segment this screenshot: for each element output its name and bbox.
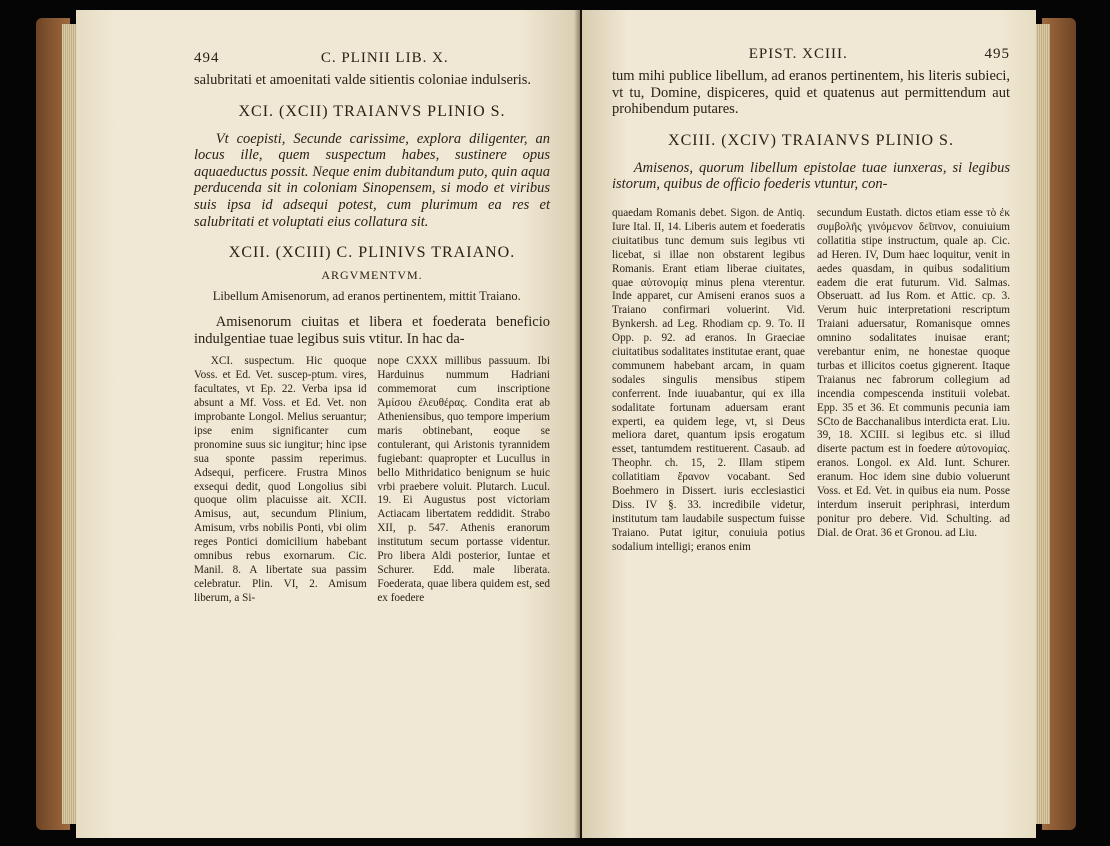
right-notes-col2: secundum Eustath. dictos etiam esse τὸ ἐκ συμβολῆς γινόμενον δεῖπνον, conuiuium collatitia stipe instructum, quale ap. Cic. ad Heren. IV, Dum haec loquitur, venit in aedes quasdam, in quibus sodalitium eadem die erat futurum. Vid. Salmas. Obseruatt. ad Ius Rom. et Attic. cp. 3. Verum huic interpretationi rescriptum Traiani aduersatur, Romanisque omnes omnino sodalitates inuisae erant; verebantur enim, ne honestae quoque turbas et illicitos coetus gignerent. Itaque Traianus nec fabrorum collegium ad incendia compescenda instituii volebat. Epp. 35 et 36. Et communis pecunia iam SCto de Bacchanalibus interdicta erat. Liu. 39, 18. XCIII. si legibus etc. si illud diserte pactum est in foedere αὐτονομίας. eranos. Longol. ex Ald. Iunt. Schurer. eranum. Hoc idem sine dubio voluerunt Voss. et Ed. Vet. in quibus eia num. Posse interdum inseruit periphrasi, interdum ponitur pro debere. Vid. Schulting. ad Dial. de Orat. 36 et Gronou. ad Liu. bbox=[816, 206, 1010, 539]
left-heading-xci: XCI. (XCII) TRAIANVS PLINIO S. bbox=[238, 102, 506, 120]
right-page-content bbox=[612, 46, 1010, 555]
right-notes-col1: quaedam Romanis debet. Sigon. de Antiq. Iure Ital. II, 14. Liberis autem et foederatis ciuitatibus tunc demum suis legibus vti licebat, si illae non obstarent legibus Romanis. Erant etiam liberae ciuitates, quae αὐτονομίᾳ minus plena vterentur. Inde apparet, cur Amiseni eranos suos a Traiano confirmari voluerint. Vid. Bynkersh. ad Leg. Rhodiam cp. 9. To. II Opp. p. 92. ad eranos. In Graeciae ciuitatibus sodalitates institutae erant, quae communem habebant arcam, in quam sodales singulis mensibus stipem conferrent. Inde iuuabantur, qui ex illa sodalitate fortunam aduersam erant experti, ea quidem lege, vt, si Deus meliora daret, quantum ipsis erogatum esset, tantumdem restituerent. Casaub. ad Theophr. ch. 15, 2. Illam stipem collatitiam ἔρανον vocabant. Sed Boehmero in Dissert. iuris ecclesiastici Diss. IV §. 33. incredibile videtur, institutum tam laudabile suspectum fuisse Traiano. Putat igitur, conuiuia potius sodalium intelligi; eranos enim bbox=[612, 206, 806, 553]
argumentum-label: ARGVMENTVM. bbox=[321, 268, 423, 283]
right-page-number: 495 bbox=[984, 46, 1010, 62]
right-page bbox=[582, 10, 1036, 838]
open-book bbox=[36, 10, 1076, 838]
left-body-text: Amisenorum ciuitas et libera et foederata beneficio indulgentiae tuae legibus suis vtitur. In hac da- bbox=[194, 314, 550, 347]
left-notes bbox=[194, 355, 550, 605]
left-page-content bbox=[194, 50, 550, 606]
left-notes-col1: XCI. suspectum. Hic quoque Voss. et Ed. Vet. suscep-ptum. vires, facultates, vt Ep. 22. Verba ipsa id absunt a Mf. Voss. et Ed. Vet. non improbante Longol. Melius seruantur; ipse enim significanter cum pronomine suus sic iungitur; hinc ipse sua sponte passim reperimus. Adsequi, perficere. Frustra Minos exsequi dedit, quod Longolius sibi quoque olim placuisse ait. XCII. Amisus, aut, secundum Plinium, Amisum, vrbs nobilis Ponti, vbi olim reges Pontici domicilium habebant omnibus rebus exornarum. Cic. Manil. 8. A libertate sua passim celebratur. Plin. VI, 2. Amisum liberum, a Si- bbox=[194, 355, 367, 604]
left-notes-col2: nope CXXX millibus passuum. Ibi Harduinus nummum Hadriani commemorat cum inscriptione Ἀμίσου ἐλευθέρας. Condita erat ab Atheniensibus, quo tempore imperium maris obtinebant, eoque se contulerant, qui Aristonis tyrannidem fugiebant: quapropter et Lucullus in bello Mithridatico benignum se huic vrbi praebere voluit. Plutarch. Lucul. 19. Ei Augustus post victoriam Actiacam libertatem reddidit. Strabo XII, p. 547. Athenis eranorum institutum secum portasse videntur. Pro libera Aldi posterior, Iuntae et Schurer. Edd. male liberata. Foederata, quae libera quidem est, sed ex foedere bbox=[377, 355, 550, 604]
right-heading-xciii: XCIII. (XCIV) TRAIANVS PLINIO S. bbox=[668, 131, 954, 149]
left-carry-text: salubritati et amoenitati valde sitientis coloniae indulseris. bbox=[194, 72, 532, 88]
left-running-title: C. PLINII LIB. X. bbox=[320, 50, 449, 66]
left-page-number: 494 bbox=[194, 50, 220, 66]
right-letter-text: Amisenos, quorum libellum epistolae tuae iunxeras, si legibus istorum, quibus de officio foederis vtuntur, con- bbox=[612, 159, 1010, 193]
left-page bbox=[76, 10, 580, 838]
left-running-head bbox=[194, 50, 550, 72]
right-notes bbox=[612, 207, 1010, 555]
argumentum-text: Libellum Amisenorum, ad eranos pertinentem, mittit Traiano. bbox=[212, 289, 521, 304]
left-heading-xcii: XCII. (XCIII) C. PLINIVS TRAIANO. bbox=[228, 244, 516, 262]
right-running-head bbox=[612, 46, 1010, 68]
right-carry-text: tum mihi publice libellum, ad eranos pertinentem, his literis subieci, vt tu, Domine, dispiceres, quid et quatenus aut permittendum aut prohibendum putares. bbox=[612, 68, 1010, 118]
left-letter-text: Vt coepisti, Secunde carissime, explora diligenter, an locus ille, quem suspectum habes, sustinere opus aquaeductus possit. Neque enim dubitandum puto, quin aqua perducenda sit in coloniam Sinopensem, si modo et viribus suis ipsa id adsequi potest, cum plurimum ea res et salubritati et voluptati eius collatura sit. bbox=[194, 130, 550, 230]
right-running-title: EPIST. XCIII. bbox=[748, 46, 848, 62]
